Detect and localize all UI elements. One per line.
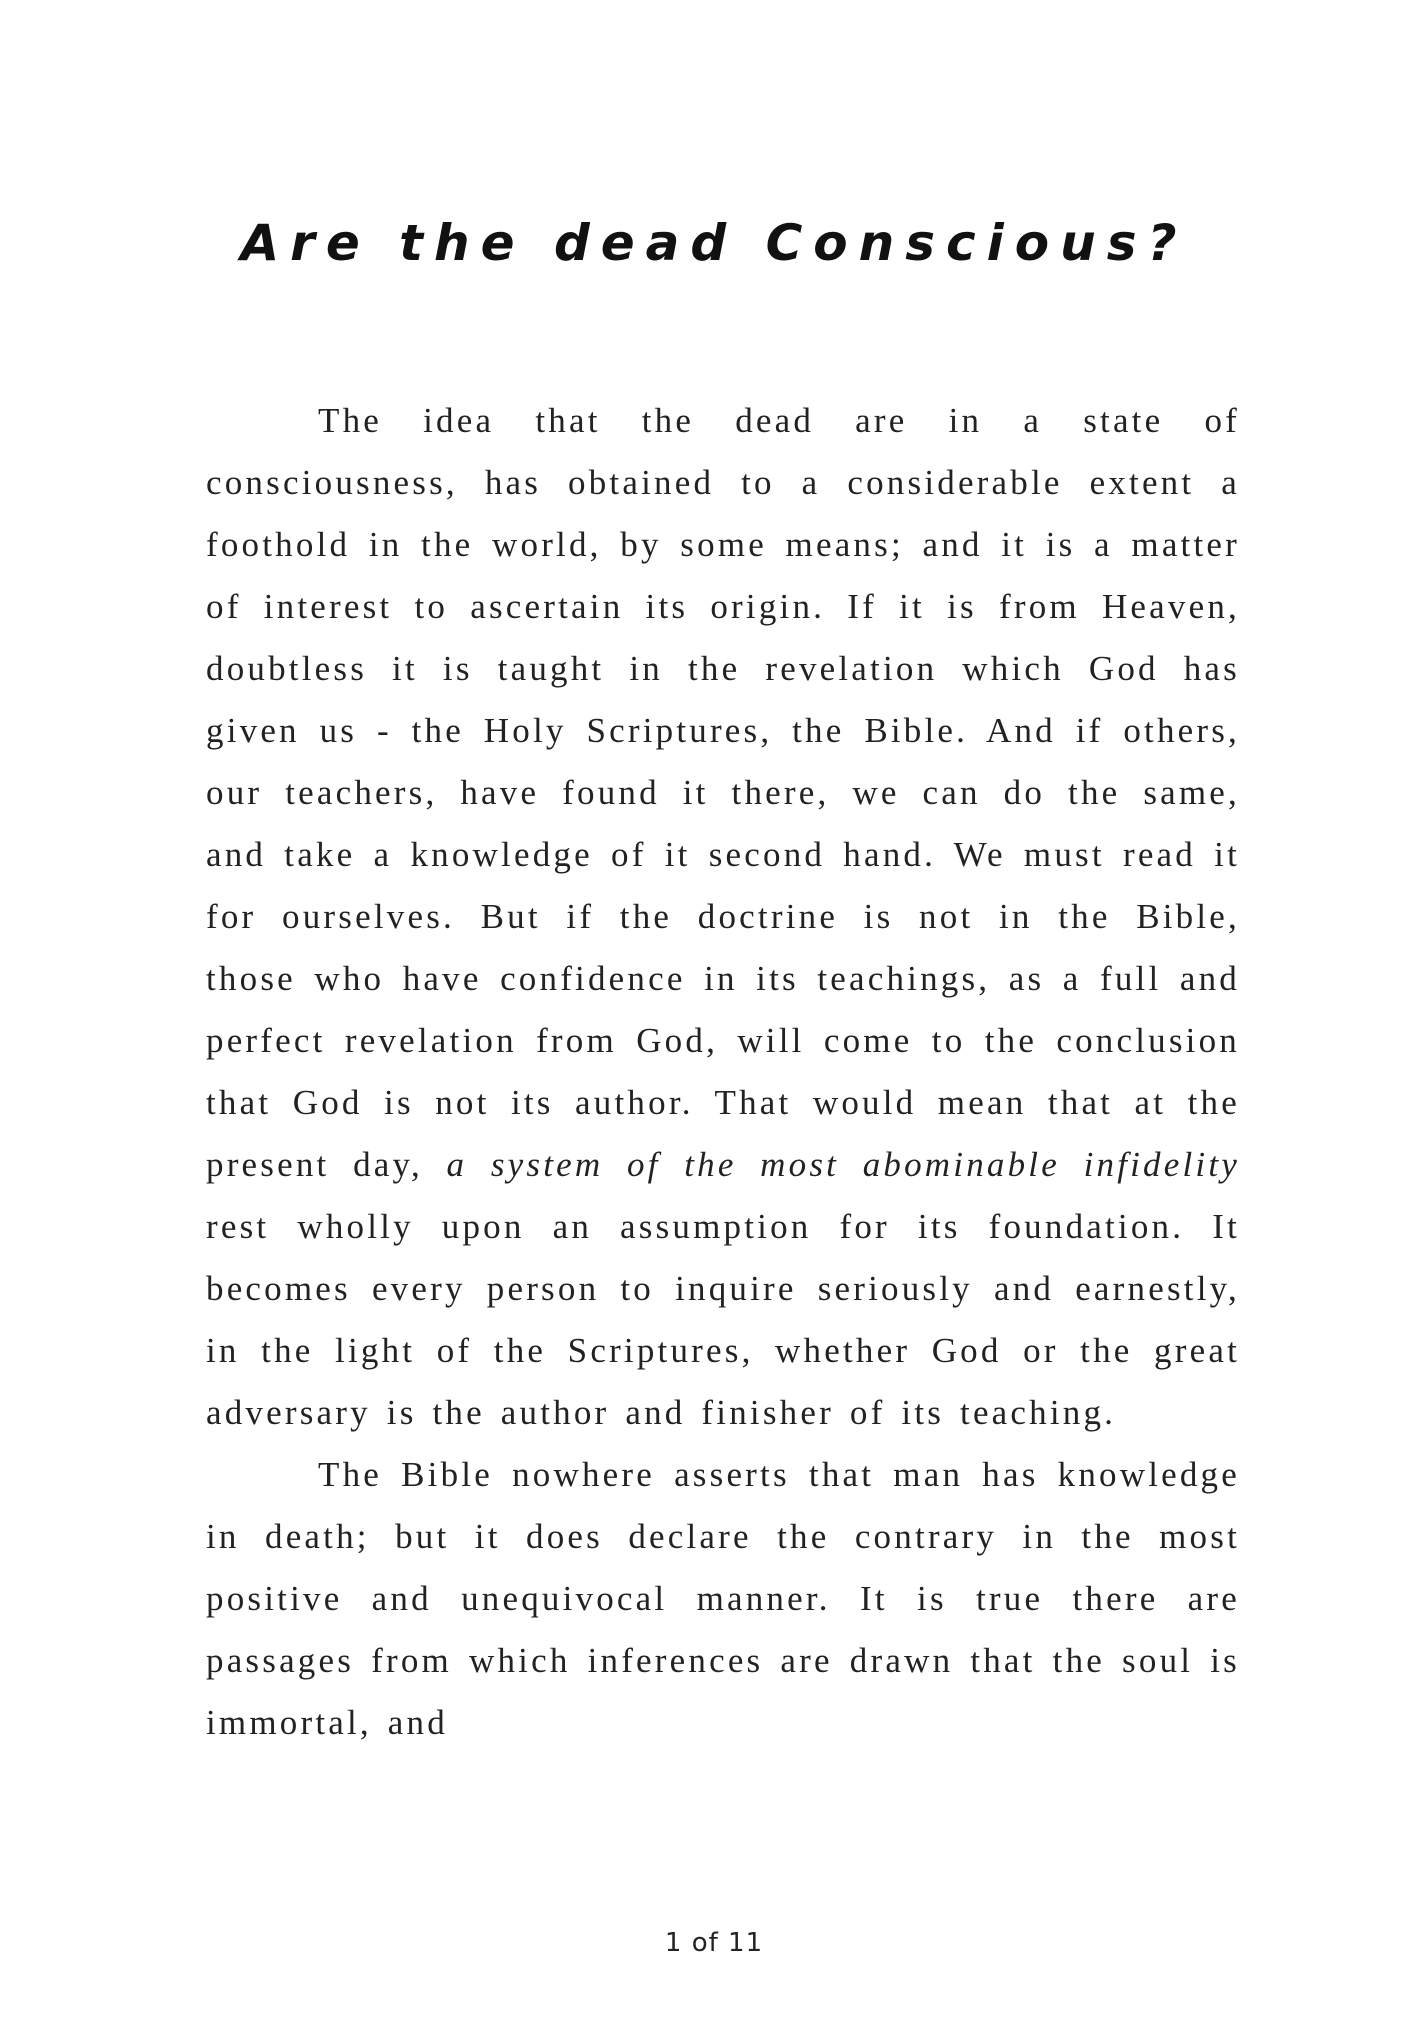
paragraph-1-text-start: The idea that the dead are in a state of consciousness, has obtained to a considerable extent a foothold in the world, by some means; and it is a matter of interest to ascertain its origin. If it is from Heaven, doubtless it is taught in the revelation which God has given us - the Holy Scriptures, the Bible. And if others, our teachers, have found it there, we can do the same, and take a knowledge of it second hand. We must read it for ourselves. But if the doctrine is not in the Bible, those who have confidence in its teachings, as a full and perfect revelation from God, will come to the conclusion that God is not its author. That would mean that at the present day, — [206, 401, 1240, 1184]
page-title: Are the dead Conscious? — [240, 214, 1188, 272]
body-text — [206, 390, 1240, 1754]
emphasized-phrase: a system of the most abominable infidelity — [446, 1145, 1240, 1184]
paragraph-2: The Bible nowhere asserts that man has knowledge in death; but it does declare the contrary in the most positive and unequivocal manner. It is true there are passages from which inferences are drawn that the soul is immortal, and — [206, 1455, 1240, 1742]
page-number: 1 of 11 — [664, 1928, 764, 1958]
paragraph-1 — [206, 390, 1240, 1444]
paragraph-1-text-end: rest wholly upon an assumption for its foundation. It becomes every person to inquire seriously and earnestly, in the light of the Scriptures, whether God or the great adversary is the author and finisher of its teaching. — [206, 1207, 1240, 1432]
